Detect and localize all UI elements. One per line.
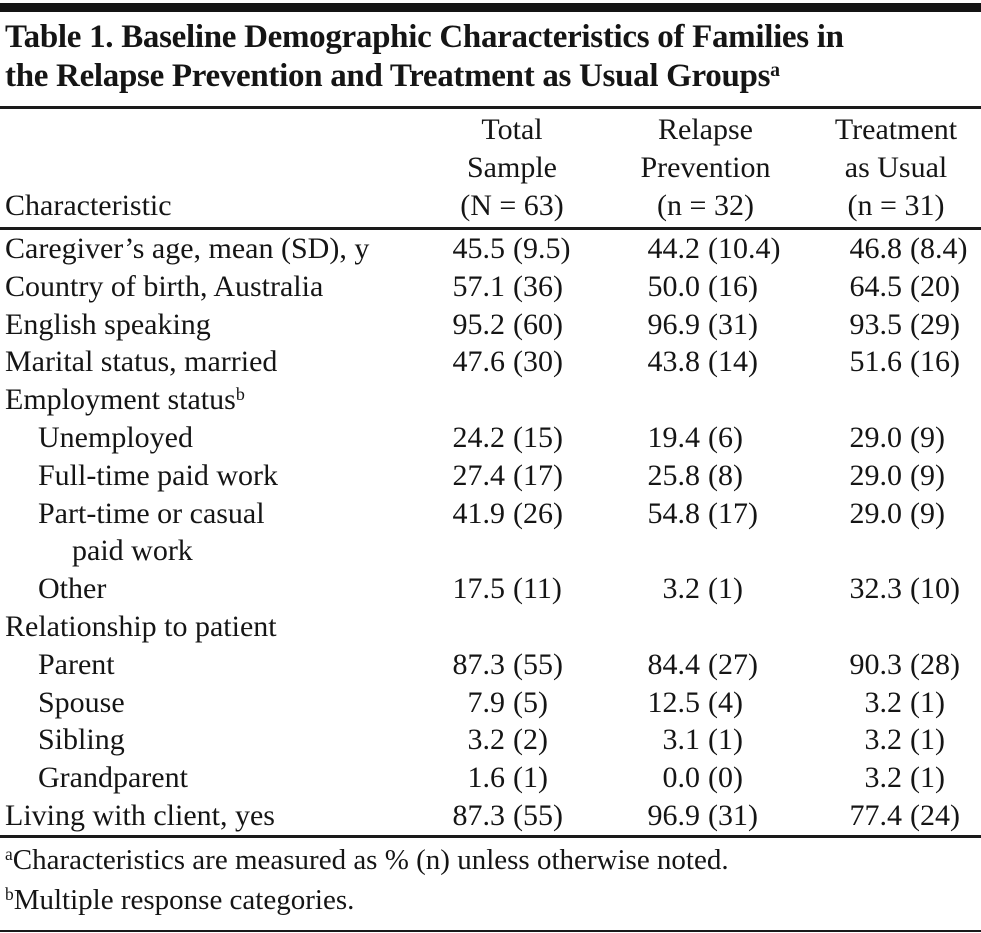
value-cell bbox=[638, 306, 793, 344]
value-count: (4) bbox=[708, 685, 743, 719]
value-cell bbox=[840, 230, 980, 268]
row-label: Relationship to patient bbox=[5, 609, 277, 643]
value-percent: 29.0 bbox=[849, 458, 902, 492]
value-cell bbox=[840, 419, 980, 457]
value-cell bbox=[840, 268, 980, 306]
value-cell bbox=[638, 495, 793, 533]
value-count: (1) bbox=[708, 723, 743, 757]
value-count: (2) bbox=[513, 723, 548, 757]
value-count: (36) bbox=[513, 269, 563, 303]
value-count: (26) bbox=[513, 496, 563, 530]
value-percent: 45.5 bbox=[452, 232, 505, 265]
header-line: as Usual bbox=[844, 151, 948, 184]
row-label: Other bbox=[38, 572, 107, 606]
value-percent: 0.0 bbox=[662, 761, 700, 795]
row-label: Spouse bbox=[38, 685, 125, 719]
header-line: (n = 32) bbox=[657, 189, 754, 222]
value-cell bbox=[840, 759, 980, 797]
table-row bbox=[0, 268, 981, 306]
value-count: (9) bbox=[910, 420, 945, 454]
value-cell bbox=[638, 684, 793, 722]
title-text-1: Table 1. Baseline Demographic Characteristics of Families in bbox=[5, 19, 844, 55]
value-cell bbox=[638, 230, 793, 268]
value-count: (24) bbox=[910, 798, 960, 832]
header-line: Sample bbox=[467, 151, 557, 184]
table-row bbox=[0, 759, 981, 797]
row-label: Country of birth, Australia bbox=[5, 269, 324, 303]
title-line-2 bbox=[5, 57, 981, 100]
value-percent: 3.2 bbox=[467, 723, 505, 757]
row-label: Parent bbox=[38, 647, 115, 681]
column-header-characteristic: Characteristic bbox=[5, 189, 172, 222]
footnote-text-b: Multiple response categories. bbox=[13, 883, 355, 916]
table-header bbox=[0, 109, 981, 227]
table-body bbox=[0, 230, 981, 835]
value-percent: 50.0 bbox=[647, 269, 700, 303]
row-label: English speaking bbox=[5, 307, 211, 341]
row-label: Caregiver’s age, mean (SD), y bbox=[5, 232, 370, 265]
value-percent: 3.2 bbox=[864, 723, 902, 757]
value-percent: 29.0 bbox=[849, 420, 902, 454]
value-count: (55) bbox=[513, 647, 563, 681]
value-percent: 41.9 bbox=[452, 496, 505, 530]
value-percent: 47.6 bbox=[452, 345, 505, 379]
value-cell bbox=[443, 684, 593, 722]
title-footnote-marker-a: a bbox=[770, 59, 781, 82]
value-count: (10) bbox=[910, 572, 960, 606]
value-cell bbox=[840, 495, 980, 533]
value-count: (10.4) bbox=[708, 232, 781, 265]
value-percent: 19.4 bbox=[647, 420, 700, 454]
value-cell bbox=[443, 759, 593, 797]
title-text-2: the Relapse Prevention and Treatment as Usual Groups bbox=[5, 58, 771, 94]
value-count: (27) bbox=[708, 647, 758, 681]
value-percent: 64.5 bbox=[849, 269, 902, 303]
table-title bbox=[0, 12, 981, 100]
value-percent: 25.8 bbox=[647, 458, 700, 492]
value-percent: 1.6 bbox=[467, 761, 505, 795]
value-cell bbox=[638, 457, 793, 495]
value-percent: 3.2 bbox=[864, 761, 902, 795]
value-percent: 3.2 bbox=[662, 572, 700, 606]
value-percent: 17.5 bbox=[452, 572, 505, 606]
table-row bbox=[0, 797, 981, 835]
value-cell bbox=[638, 797, 793, 835]
value-cell bbox=[638, 721, 793, 759]
section-row bbox=[0, 381, 981, 419]
column-header-relapse-prevention bbox=[628, 111, 783, 225]
value-cell bbox=[638, 570, 793, 608]
row-label: Grandparent bbox=[38, 761, 188, 795]
footnote-marker-a: a bbox=[5, 844, 13, 865]
value-percent: 12.5 bbox=[647, 685, 700, 719]
value-count: (30) bbox=[513, 345, 563, 379]
value-percent: 54.8 bbox=[647, 496, 700, 530]
value-count: (1) bbox=[513, 761, 548, 795]
value-percent: 24.2 bbox=[452, 420, 505, 454]
value-percent: 3.1 bbox=[662, 723, 700, 757]
header-line: Prevention bbox=[640, 151, 771, 184]
value-count: (9) bbox=[910, 458, 945, 492]
value-count: (5) bbox=[513, 685, 548, 719]
value-percent: 32.3 bbox=[849, 572, 902, 606]
column-header-treatment-as-usual bbox=[826, 111, 966, 225]
row-label: paid work bbox=[72, 534, 193, 568]
value-count: (8.4) bbox=[910, 232, 968, 265]
value-percent: 87.3 bbox=[452, 798, 505, 832]
value-percent: 3.2 bbox=[864, 685, 902, 719]
column-header-total-sample bbox=[437, 111, 587, 225]
header-line: Treatment bbox=[834, 113, 958, 146]
top-rule bbox=[0, 3, 981, 12]
value-cell bbox=[443, 343, 593, 381]
value-cell bbox=[443, 495, 593, 533]
value-cell bbox=[443, 230, 593, 268]
table-row bbox=[0, 570, 981, 608]
value-percent: 93.5 bbox=[849, 307, 902, 341]
value-cell bbox=[443, 646, 593, 684]
value-count: (1) bbox=[708, 572, 743, 606]
value-count: (1) bbox=[910, 685, 945, 719]
value-count: (9) bbox=[910, 496, 945, 530]
value-percent: 90.3 bbox=[849, 647, 902, 681]
value-percent: 87.3 bbox=[452, 647, 505, 681]
value-count: (31) bbox=[708, 307, 758, 341]
value-count: (20) bbox=[910, 269, 960, 303]
section-row bbox=[0, 608, 981, 646]
value-cell bbox=[443, 419, 593, 457]
value-count: (29) bbox=[910, 307, 960, 341]
row-label: Part-time or casual bbox=[38, 496, 265, 530]
value-cell bbox=[840, 684, 980, 722]
value-cell bbox=[840, 570, 980, 608]
table-row bbox=[0, 343, 981, 381]
table-row bbox=[0, 230, 981, 268]
value-cell bbox=[840, 457, 980, 495]
table-row bbox=[0, 646, 981, 684]
table-row bbox=[0, 306, 981, 344]
value-count: (16) bbox=[910, 345, 960, 379]
value-percent: 95.2 bbox=[452, 307, 505, 341]
value-count: (11) bbox=[513, 572, 562, 606]
value-percent: 29.0 bbox=[849, 496, 902, 530]
value-cell bbox=[638, 419, 793, 457]
header-line: (N = 63) bbox=[460, 189, 564, 222]
value-count: (60) bbox=[513, 307, 563, 341]
footnotes bbox=[0, 838, 981, 922]
value-cell bbox=[840, 721, 980, 759]
value-percent: 43.8 bbox=[647, 345, 700, 379]
table-row bbox=[0, 721, 981, 759]
row-label: Living with client, yes bbox=[5, 798, 275, 832]
value-cell bbox=[638, 343, 793, 381]
header-line: Relapse bbox=[658, 113, 753, 146]
value-percent: 46.8 bbox=[849, 232, 902, 265]
table-row bbox=[0, 419, 981, 457]
value-cell bbox=[638, 759, 793, 797]
value-cell bbox=[443, 306, 593, 344]
value-count: (6) bbox=[708, 420, 743, 454]
table-row bbox=[0, 457, 981, 495]
value-cell bbox=[443, 570, 593, 608]
section-row bbox=[0, 532, 981, 570]
value-cell bbox=[840, 797, 980, 835]
bottom-rule bbox=[0, 930, 981, 932]
value-count: (8) bbox=[708, 458, 743, 492]
value-count: (9.5) bbox=[513, 232, 571, 265]
value-percent: 96.9 bbox=[647, 798, 700, 832]
value-cell bbox=[638, 646, 793, 684]
table-row bbox=[0, 684, 981, 722]
row-label: Unemployed bbox=[38, 420, 193, 454]
value-percent: 57.1 bbox=[452, 269, 505, 303]
value-count: (55) bbox=[513, 798, 563, 832]
table-row bbox=[0, 495, 981, 533]
value-count: (16) bbox=[708, 269, 758, 303]
value-count: (15) bbox=[513, 420, 563, 454]
value-percent: 44.2 bbox=[647, 232, 700, 265]
value-count: (0) bbox=[708, 761, 743, 795]
value-count: (31) bbox=[708, 798, 758, 832]
value-percent: 27.4 bbox=[452, 458, 505, 492]
row-label: Full-time paid work bbox=[38, 458, 278, 492]
title-line-1 bbox=[5, 18, 981, 57]
value-count: (17) bbox=[513, 458, 563, 492]
value-cell bbox=[443, 268, 593, 306]
footnote-a bbox=[5, 842, 981, 882]
row-label: Sibling bbox=[38, 723, 125, 757]
value-percent: 84.4 bbox=[647, 647, 700, 681]
footnote-marker-b: b bbox=[5, 884, 14, 905]
value-cell bbox=[638, 268, 793, 306]
value-percent: 77.4 bbox=[849, 798, 902, 832]
footnote-b bbox=[5, 882, 981, 922]
row-label: Employment status$^b$ bbox=[5, 383, 245, 417]
value-count: (28) bbox=[910, 647, 960, 681]
value-cell bbox=[443, 797, 593, 835]
value-cell bbox=[840, 343, 980, 381]
value-count: (17) bbox=[708, 496, 758, 530]
header-line: Total bbox=[481, 113, 543, 146]
value-percent: 51.6 bbox=[849, 345, 902, 379]
value-count: (1) bbox=[910, 723, 945, 757]
value-percent: 7.9 bbox=[467, 685, 505, 719]
value-cell bbox=[840, 646, 980, 684]
header-line: (n = 31) bbox=[847, 189, 945, 222]
value-count: (14) bbox=[708, 345, 758, 379]
value-cell bbox=[443, 721, 593, 759]
value-count: (1) bbox=[910, 761, 945, 795]
footnote-marker-b: b bbox=[235, 384, 245, 405]
row-label: Marital status, married bbox=[5, 345, 278, 379]
value-percent: 96.9 bbox=[647, 307, 700, 341]
value-cell bbox=[443, 457, 593, 495]
value-cell bbox=[840, 306, 980, 344]
footnote-text-a: Characteristics are measured as % (n) unless otherwise noted. bbox=[12, 843, 729, 876]
